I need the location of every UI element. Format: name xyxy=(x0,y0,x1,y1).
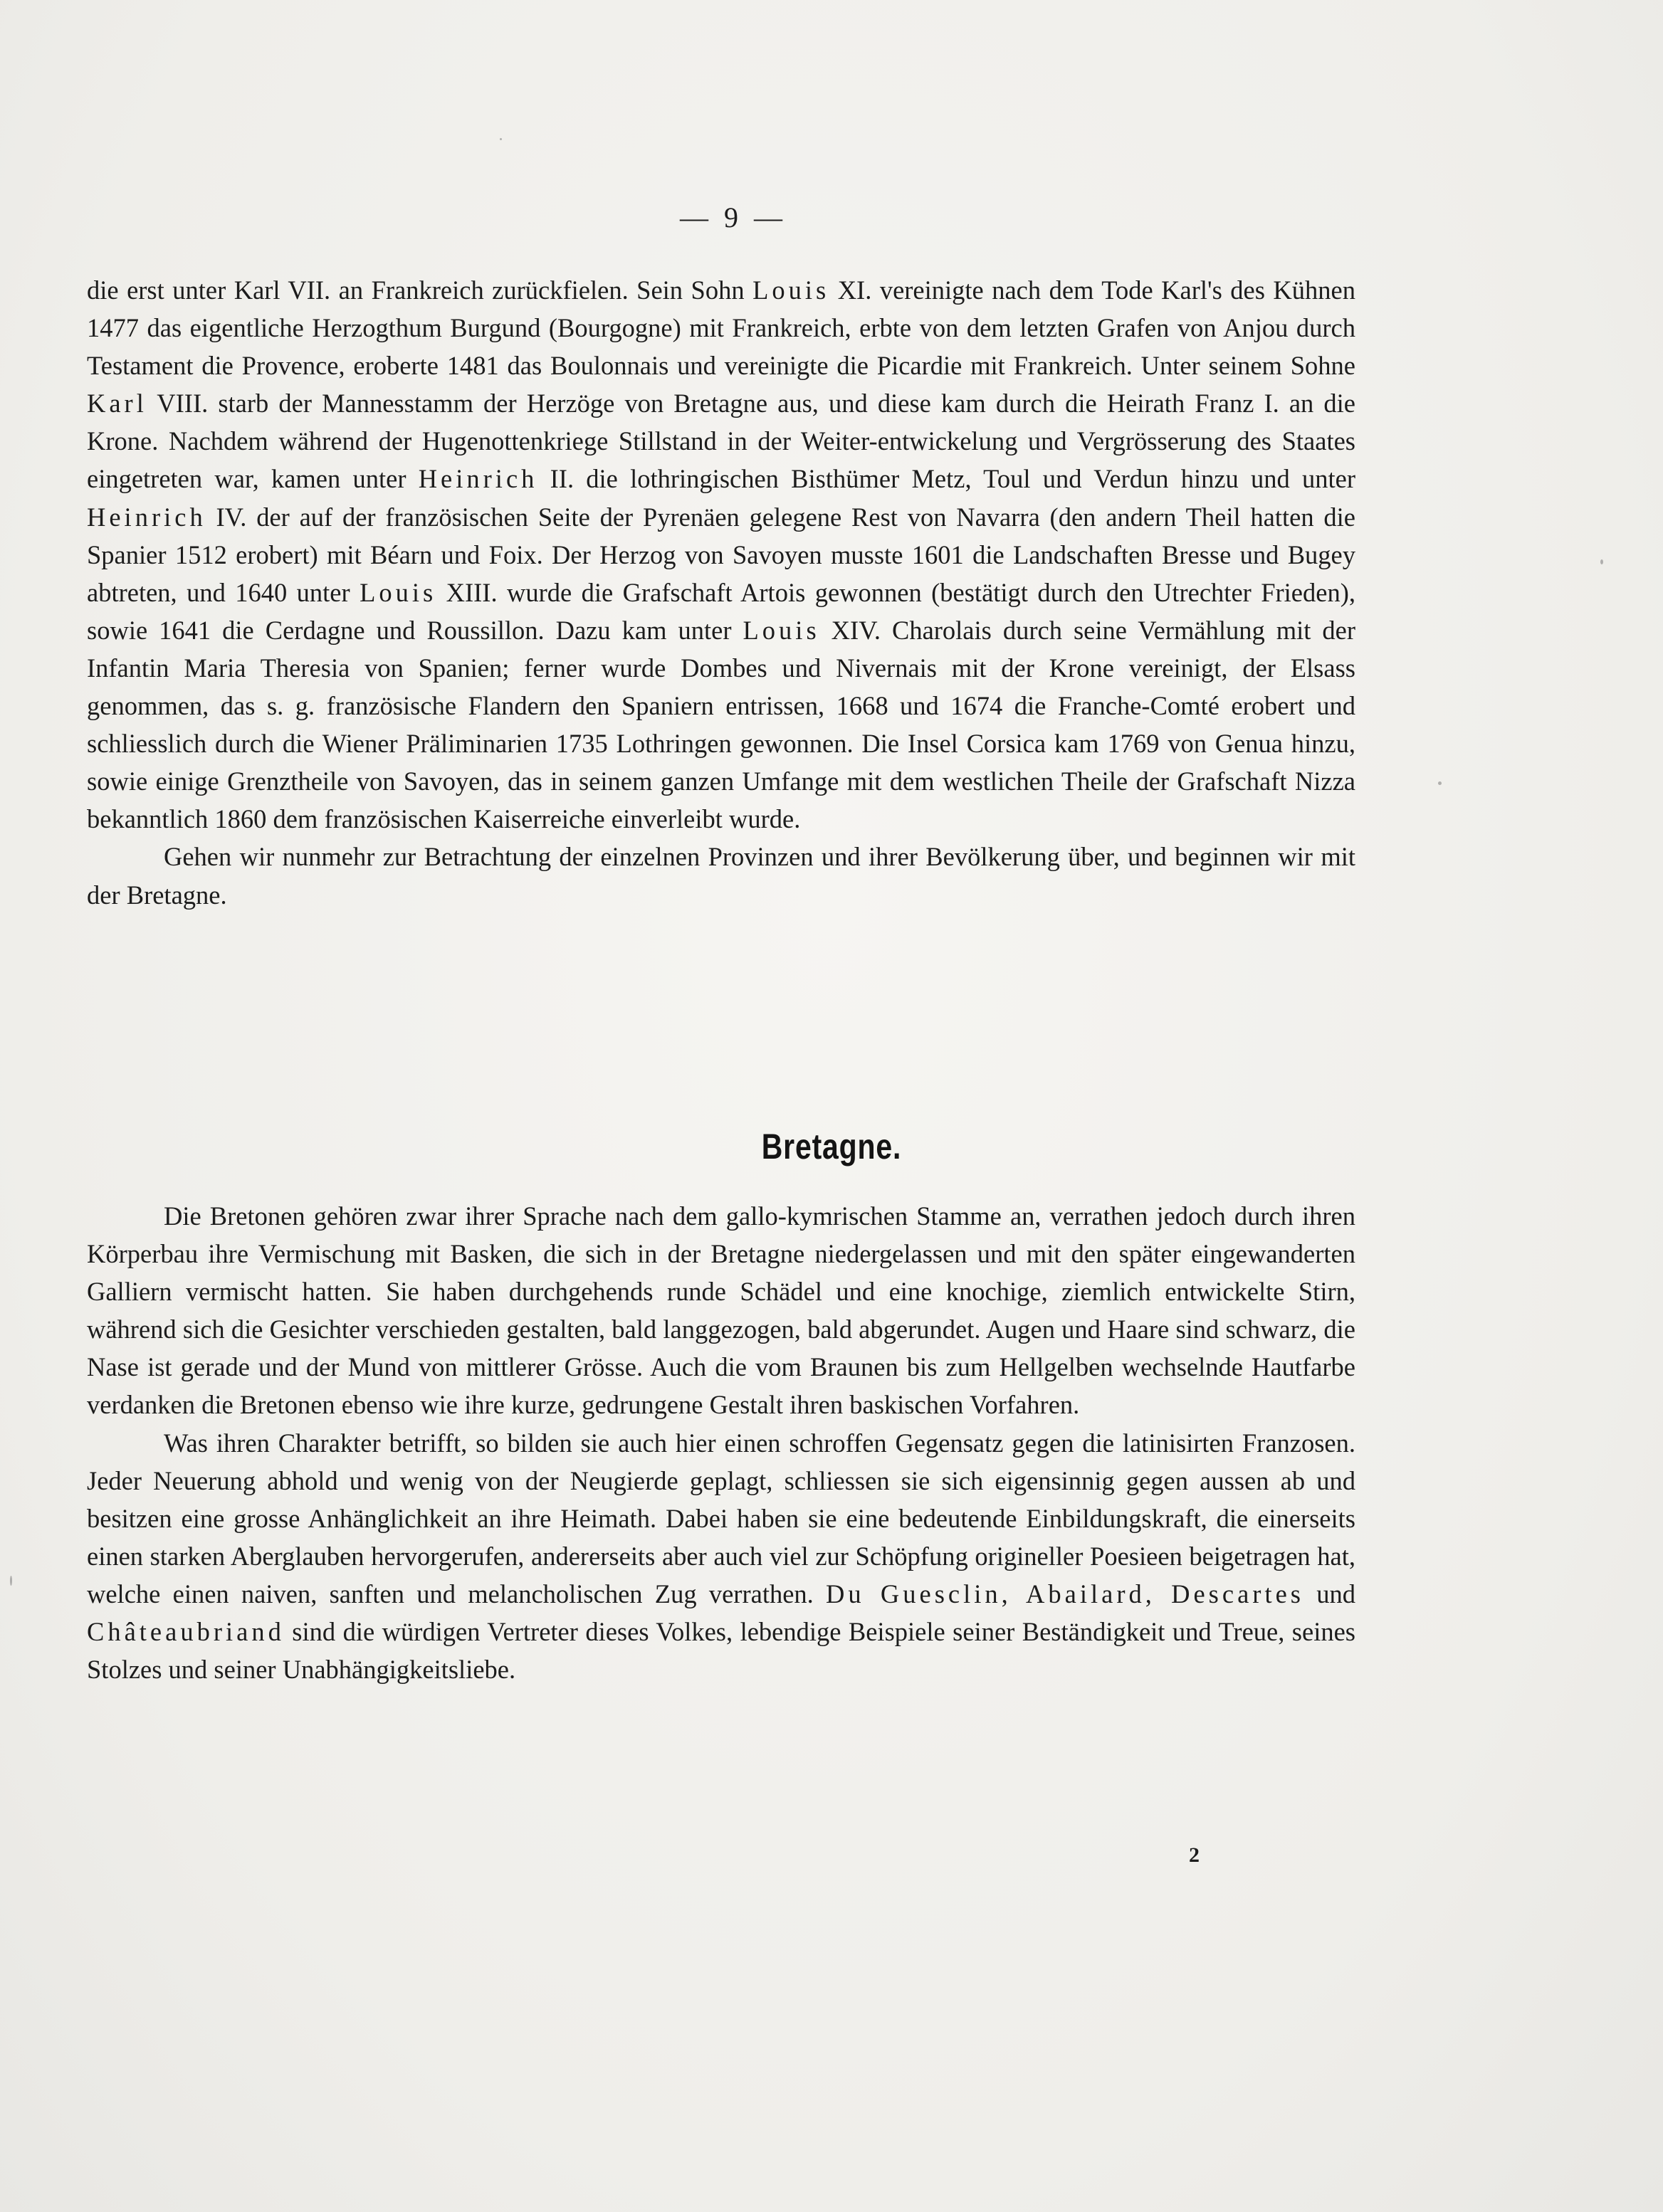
section-heading: Bretagne. xyxy=(761,1127,902,1166)
paper-speck xyxy=(10,1576,12,1586)
spaced-name: Karl xyxy=(87,389,147,418)
paragraph-character: Was ihren Charakter betrifft, so bilden sie auch hier einen schroffen Gegensatz gegen die latinisirten Franzosen. Jeder Neuerung abhold und wenig von der Neugierde geplagt, schliessen sie sich eigensinnig gegen aussen ab und besitzen eine grosse Anhänglichkeit an ihre Heimath. Dabei haben sie eine bedeutende Einbildungskraft, die einerseits einen starken Aberglauben hervorgerufen, andererseits aber auch viel zur Schöpfung origineller Poesieen beigetragen hat, welche einen naiven, sanften und melancholischen Zug verrathen. Du Guesclin, Abailard, Descartes und Châteaubriand sind die würdigen Vertreter dieses Volkes, lebendige Beispiele seiner Beständigkeit und Treue, seines Stolzes und seiner Unabhängigkeitsliebe. xyxy=(87,1428,1356,1685)
paragraph-history xyxy=(87,271,1355,914)
spaced-name: Châteaubriand xyxy=(87,1617,285,1647)
spaced-name: Du Guesclin, Abailard, Descartes xyxy=(826,1579,1304,1608)
paragraph-text: die erst unter Karl VII. an Frankreich zurückfielen. Sein Sohn Louis XI. vereinigte nach dem Tode Karl's des Kühnen 1477 das eigentliche Herzogthum Burgund (Bourgogne) mit Frankreich, erbte von dem letzten Grafen von Anjou durch Testament die Provence, eroberte 1481 das Boulonnais und vereinigte die Picardie mit Frankreich. Unter seinem Sohne Karl VIII. starb der Mannesstamm der Herzöge von Bretagne aus, und diese kam durch die Heirath Franz I. an die Krone. Nachdem während der Hugenottenkriege Stillstand in der Weiter-entwickelung und Vergrösserung des Staates eingetreten war, kamen unter Heinrich II. die lothringischen Bisthümer Metz, Toul und Verdun hinzu und unter Heinrich IV. der auf der französischen Seite der Pyrenäen gelegene Rest von Navarra (den andern Theil hatten die Spanier 1512 erobert) mit Béarn und Foix. Der Herzog von Savoyen musste 1601 die Landschaften Bresse und Bugey abtreten, und 1640 unter Louis XIII. wurde die Grafschaft Artois gewonnen (bestätigt durch den Utrechter Frieden), sowie 1641 die Cerdagne und Roussillon. Dazu kam unter Louis XIV. Charolais durch seine Vermählung mit der Infantin Maria Theresia von Spanien; ferner wurde Dombes und Nivernais mit der Krone vereinigt, der Elsass genommen, das s. g. französische Flandern den Spaniern entrissen, 1668 und 1674 die Franche-Comté erobert und schliesslich durch die Wiener Präliminarien 1735 Lothringen gewonnen. Die Insel Corsica kam 1769 von Genua hinzu, sowie einige Grenztheile von Savoyen, das in seinem ganzen Umfange mit dem westlichen Theile der Grafschaft Nizza bekanntlich 1860 dem französischen Kaiserreiche einverleibt wurde. xyxy=(87,275,1356,834)
paragraph-physique: Die Bretonen gehören zwar ihrer Sprache nach dem gallo-kymrischen Stamme an, verrathen jedoch durch ihren Körperbau ihre Vermischung mit Basken, die sich in der Bretagne niedergelassen und mit den später eingewanderten Galliern vermischt hatten. Sie haben durchgehends runde Schädel und eine knochige, ziemlich entwickelte Stirn, während sich die Gesichter verschieden gestalten, bald langgezogen, bald abgerundet. Augen und Haare sind schwarz, die Nase ist gerade und der Mund von mittlerer Grösse. Auch die vom Braunen bis zum Hellgelben wechselnde Hautfarbe verdanken die Bretonen ebenso wie ihre kurze, gedrungene Gestalt ihren baskischen Vorfahren. xyxy=(87,1201,1355,1420)
spaced-name: Heinrich xyxy=(87,502,206,532)
paper-speck xyxy=(500,138,502,140)
spaced-name: Heinrich xyxy=(418,464,538,494)
spaced-name: Louis xyxy=(743,615,820,645)
spaced-name: Louis xyxy=(360,577,437,607)
page-number: — 9 — xyxy=(680,201,787,233)
paragraph-transition: Gehen wir nunmehr zur Betrachtung der einzelnen Provinzen und ihrer Bevölkerung über, und beginnen wir mit der Bretagne. xyxy=(87,842,1355,910)
paper-speck xyxy=(1600,559,1603,564)
paper-speck xyxy=(1438,781,1442,785)
signature-mark: 2 xyxy=(1189,1843,1200,1867)
spaced-name: Louis xyxy=(752,275,830,305)
paragraph-bretons xyxy=(87,1197,1355,1688)
